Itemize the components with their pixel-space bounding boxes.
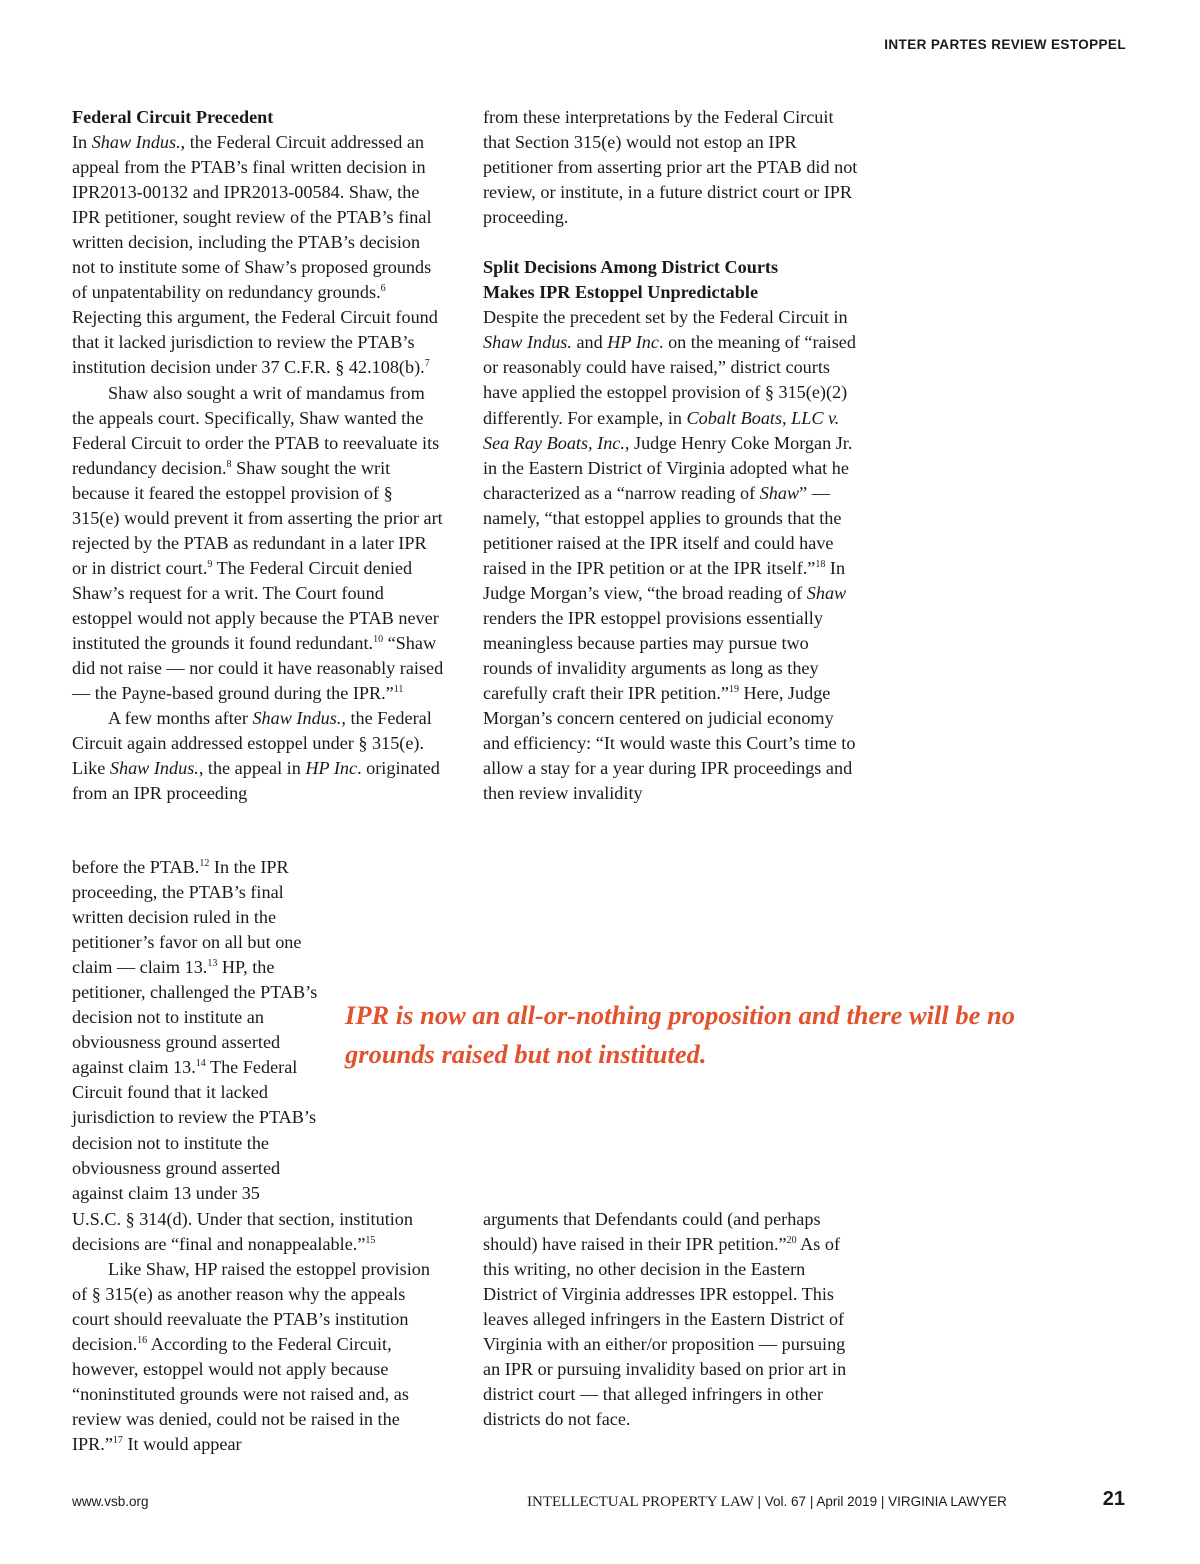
- column-right-upper: [483, 105, 858, 806]
- paragraph: Despite the precedent set by the Federal Circuit in Shaw Indus. and HP Inc. on the meaning of “raised or reasonably could have raised,” district courts have applied the estoppel provision of § 315(e)(2) differently. For example, in Cobalt Boats, LLC v. Sea Ray Boats, Inc., Judge Henry Coke Morgan Jr. in the Eastern District of Virginia adopted what he characterized as a “narrow reading of Shaw” — namely, “that estoppel applies to grounds that the petitioner raised at the IPR itself and could have raised in the IPR petition or at the IPR itself.”$^{18}$ In Judge Morgan’s view, “the broad reading of Shaw renders the IPR estoppel provisions essentially meaningless because parties may pursue two rounds of invalidity arguments as long as they carefully craft their IPR petition.”$^{19}$ Here, Judge Morgan’s concern centered on judicial economy and efficiency: “It would waste this Court’s time to allow a stay for a year during IPR proceedings and then review invalidity: [483, 307, 856, 804]
- paragraph: from these interpretations by the Federal Circuit that Section 315(e) would not estop an IPR petitioner from asserting prior art the PTAB did not review, or institute, in a future district court or IPR proceeding.: [483, 107, 858, 228]
- paragraph: U.S.C. § 314(d). Under that section, institution decisions are “final and nonappealable.”$^{15}$: [72, 1209, 413, 1255]
- column-left-upper: [72, 105, 444, 806]
- section-heading-federal-circuit: Federal Circuit Precedent: [72, 107, 274, 127]
- section-heading-split-decisions: Split Decisions Among District Courts Makes IPR Estoppel Unpredictable: [483, 257, 779, 303]
- running-head: INTER PARTES REVIEW ESTOPPEL: [884, 37, 1126, 52]
- paragraph: arguments that Defendants could (and perhaps should) have raised in their IPR petition.”$^{20}$ As of this writing, no other decision in the Eastern District of Virginia addresses IPR estoppel. This leaves alleged infringers in the Eastern District of Virginia with an either/or proposition — pursuing an IPR or pursuing invalidity based on prior art in district court — that alleged infringers in other districts do not face.: [483, 1209, 847, 1430]
- footer-publication: INTELLECTUAL PROPERTY LAW | Vol. 67 | April 2019 | VIRGINIA LAWYER: [527, 1494, 1007, 1510]
- footer-url: www.vsb.org: [72, 1494, 149, 1509]
- paragraph: In Shaw Indus., the Federal Circuit addressed an appeal from the PTAB’s final written decision in IPR2013-00132 and IPR2013-00584. Shaw, the IPR petitioner, sought review of the PTAB’s final written decision, including the PTAB’s decision not to institute some of Shaw’s proposed grounds of unpatentability on redundancy grounds.$^6$ Rejecting this argument, the Federal Circuit found that it lacked jurisdiction to review the PTAB’s institution decision under 37 C.F.R. § 42.108(b).$^7$: [72, 132, 438, 378]
- paragraph: before the PTAB.$^{12}$ In the IPR proceeding, the PTAB’s final written decision ruled in the petitioner’s favor on all but one claim — claim 13.13 HP, the petitioner, challenged the PTAB’s decision not to institute an obviousness ground asserted against claim 13.14 The Federal Circuit found that it lacked jurisdiction to review the PTAB’s decision not to institute the obviousness ground asserted against claim 13 under 35: [72, 857, 318, 1203]
- paragraph: Shaw also sought a writ of mandamus from the appeals court. Specifically, Shaw wanted the Federal Circuit to order the PTAB to reevaluate its redundancy decision.$^8$ Shaw sought the writ because it feared the estoppel provision of § 315(e) would prevent it from asserting the prior art rejected by the PTAB as redundant in a later IPR or in district court.$^9$ The Federal Circuit denied Shaw’s request for a writ. The Court found estoppel would not apply because the PTAB never instituted the grounds it found redundant.$^{10}$ “Shaw did not raise — nor could it have reasonably raised— the Payne-based ground during the IPR.”$^{11}$: [72, 382, 444, 704]
- column-right-lower: [483, 1207, 858, 1432]
- paragraph: A few months after Shaw Indus., the Federal Circuit again addressed estoppel under § 315(e). Like Shaw Indus., the appeal in HP Inc. originated from an IPR proceeding: [72, 708, 440, 804]
- column-left-narrow: [72, 855, 330, 1206]
- column-left-lower: [72, 1207, 444, 1457]
- page-number: 21: [1102, 1488, 1125, 1510]
- paragraph: Like Shaw, HP raised the estoppel provision of § 315(e) as another reason why the appeals court should reevaluate the PTAB’s institution decision.$^{16}$ According to the Federal Circuit, however, estoppel would not apply because “noninstituted grounds were not raised and, as review was denied, could not be raised in the IPR.”$^{17}$ It would appear: [72, 1259, 430, 1455]
- pull-quote: IPR is now an all-or-nothing proposition and there will be no grounds raised but not instituted.: [345, 1000, 1016, 1069]
